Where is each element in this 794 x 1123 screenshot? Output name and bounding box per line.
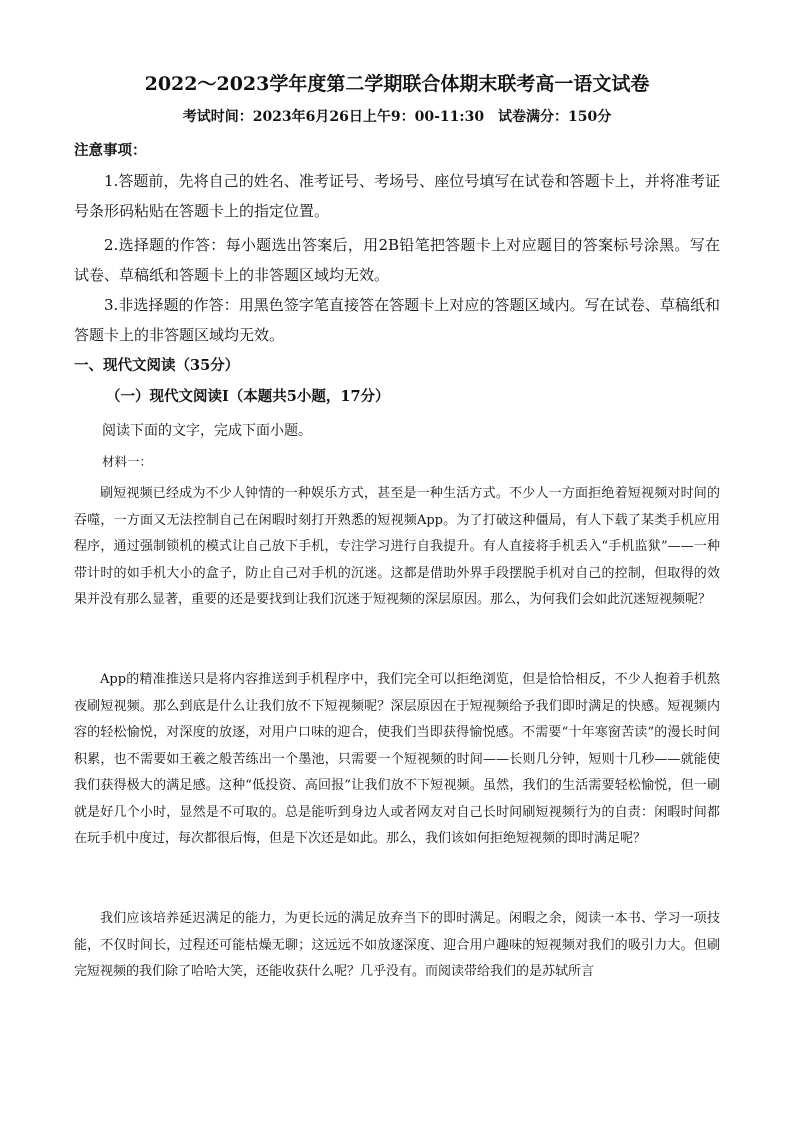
passage-paragraph-2: App的精准推送只是将内容推送到手机程序中，我们完全可以拒绝浏览，但是恰恰相反，不少人抱着手机熬夜刷短视频。那么到底是什么让我们放不下短视频呢？深层原因在于短视频给予我们即时满足的快感。短视频内容的轻松愉悦，对深度的放逐，对用户口味的迎合，使我们当即获得愉悦感。不需要“十年寒窗苦读”的漫长时间积累，也不需要如王羲之般苦练出一个墨池，只需要一个短视频的时间——长则几分钟，短则十几秒——就能使我们获得极大的满足感。这种“低投资、高回报”让我们放不下短视频。虽然，我们的生活需要轻松愉悦，但一刷就是好几个小时，显然是不可取的。总是能听到身边人或者网友对自己长时间刷短视频行为的自责：闲暇时间都在玩手机中度过，每次都很后悔，但是下次还是如此。那么，我们该如何拒绝短视频的即时满足呢？ [74, 672, 720, 846]
subsection-heading: （一）现代文阅读Ⅰ（本题共5小题，17分） [106, 388, 390, 405]
reading-instruction: 阅读下面的文字，完成下面小题。 [102, 423, 312, 439]
material-label: 材料一： [102, 454, 153, 469]
notice-item-1: 1.答题前，先将自己的姓名、准考证号、考场号、座位号填写在试卷和答题卡上，并将准考证号条形码粘贴在答题卡上的指定位置。 [74, 172, 720, 220]
passage-paragraph-1: 刷短视频已经成为不少人钟情的一种娱乐方式，甚至是一种生活方式。不少人一方面拒绝着短视频对时间的吞噬，一方面又无法控制自己在闲暇时刻打开熟悉的短视频App。为了打破这种僵局，有人下载了某类手机应用程序，通过强制锁机的模式让自己放下手机，专注学习进行自我提升。有人直接将手机丢入“手机监狱”——一种带计时的如手机大小的盒子，防止自己对手机的沉迷。这都是借助外界手段摆脱手机对自己的控制，但取得的效果并没有那么显著，重要的还是要找到让我们沉迷于短视频的深层原因。那么，为何我们会如此沉迷短视频呢？ [74, 486, 720, 607]
exam-title: 2022～2023学年度第二学期联合体期末联考高一语文试卷 [144, 73, 650, 95]
notice-item-2: 2.选择题的作答：每小题选出答案后，用2B铅笔把答题卡上对应题目的答案标号涂黑。写在试卷、草稿纸和答题卡上的非答题区域均无效。 [74, 236, 720, 284]
passage-paragraph-3: 我们应该培养延迟满足的能力，为更长远的满足放弃当下的即时满足。闲暇之余，阅读一本书、学习一项技能，不仅时间长，过程还可能枯燥无聊；这远远不如放逐深度、迎合用户趣味的短视频对我们的吸引力大。但刷完短视频的我们除了哈哈大笑，还能收获什么呢？几乎没有。而阅读带给我们的是苏轼所言 [74, 911, 720, 979]
notice-item-3: 3.非选择题的作答：用黑色签字笔直接答在答题卡上对应的答题区域内。写在试卷、草稿纸和答题卡上的非答题区域均无效。 [74, 296, 720, 344]
exam-info: 考试时间：2023年6月26日上午9：00-11:30 试卷满分：150分 [182, 109, 612, 125]
section-heading: 一、现代文阅读（35分） [74, 357, 240, 374]
notice-heading: 注意事项： [74, 142, 147, 159]
